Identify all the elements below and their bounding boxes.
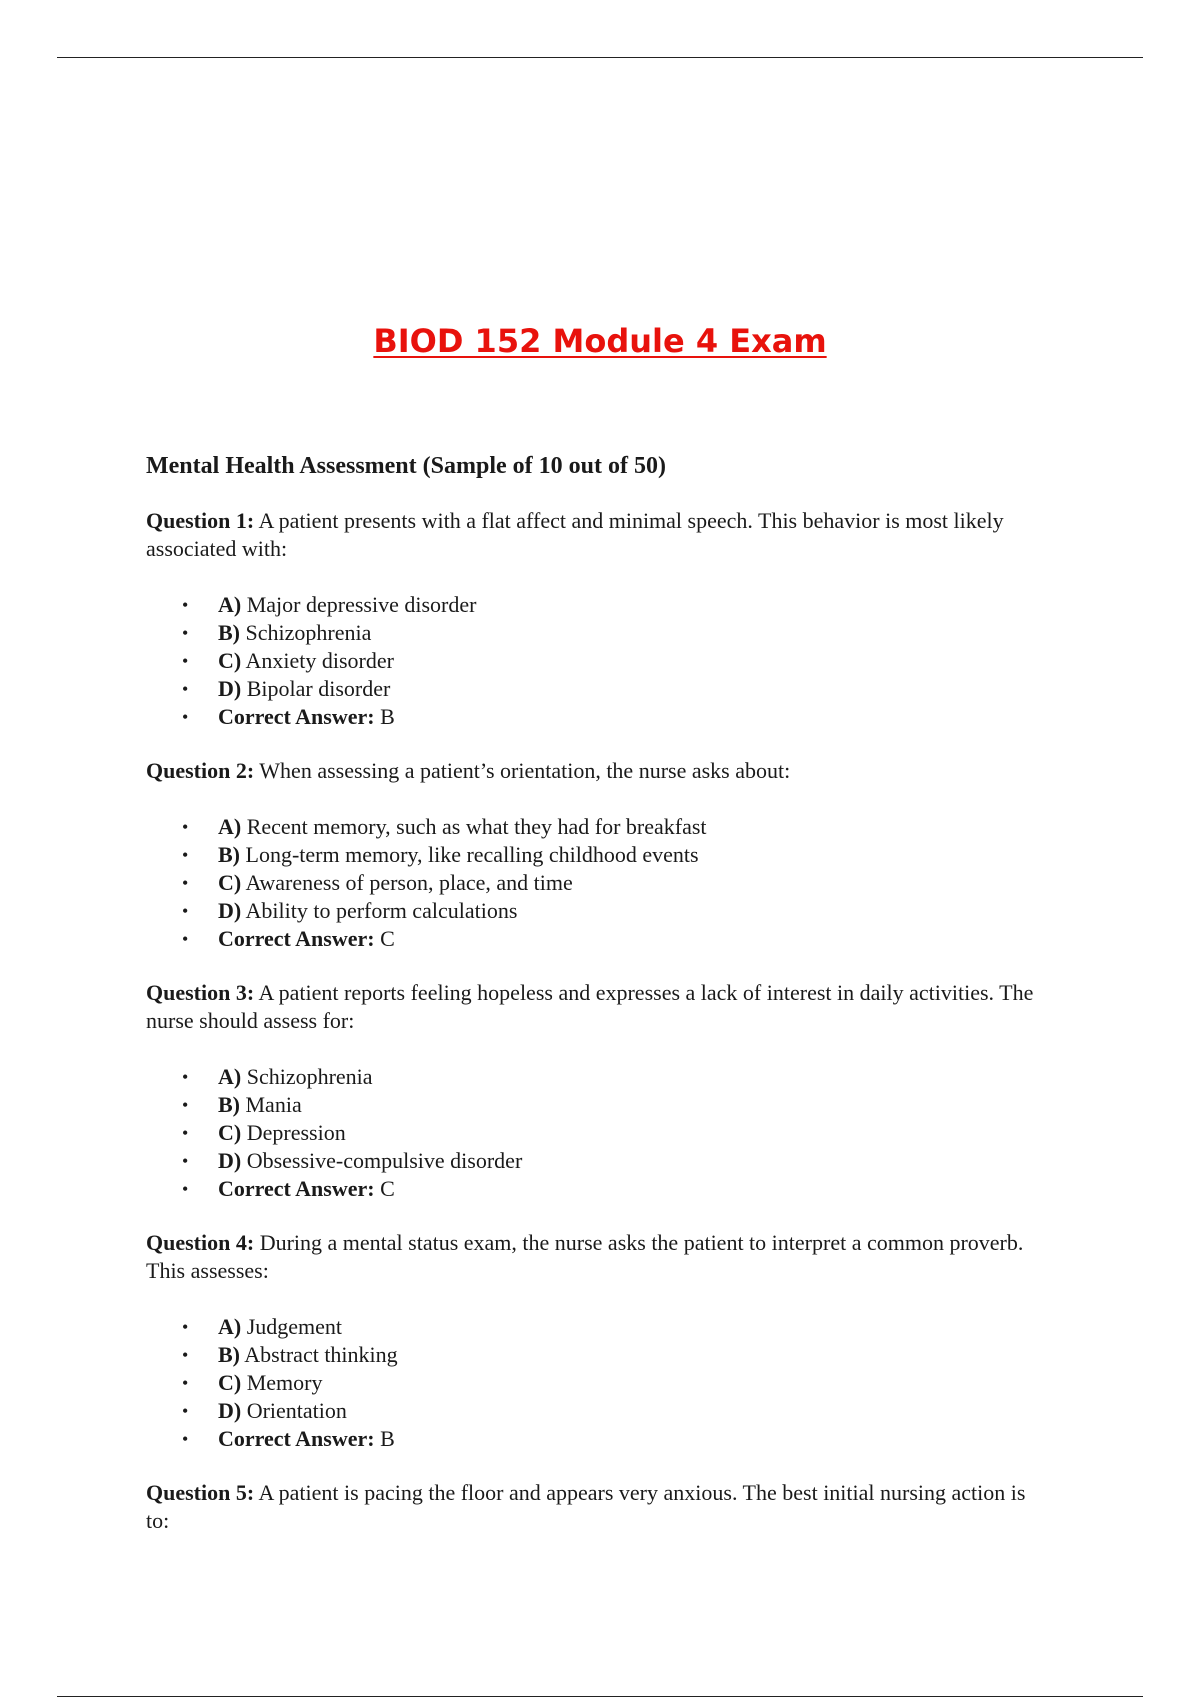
option-c: • C) Anxiety disorder [182,648,394,673]
bullet-icon: • [182,1317,189,1337]
option-b: • B) Abstract thinking [182,1342,398,1367]
correct-answer: • Correct Answer: C [182,926,395,951]
question-label: Question 3: [146,980,255,1005]
correct-answer: • Correct Answer: B [182,704,395,729]
question-2-options [146,813,1046,953]
question-text: When assessing a patient’s orientation, the nurse asks about: [254,758,791,783]
bullet-icon: • [182,1151,189,1171]
option-d: • D) Ability to perform calculations [182,898,518,923]
bullet-icon: • [182,595,189,615]
correct-answer: • Correct Answer: C [182,1176,395,1201]
question-label: Question 1: [146,508,255,533]
question-text: A patient reports feeling hopeless and expresses a lack of interest in daily activities. The nurse should assess for: [146,980,1034,1033]
question-1 [146,507,1046,563]
bottom-rule [57,1696,1143,1697]
question-text: A patient is pacing the floor and appears very anxious. The best initial nursing action is to: [146,1480,1026,1533]
option-b: • B) Long-term memory, like recalling childhood events [182,842,699,867]
option-a: • A) Recent memory, such as what they had for breakfast [182,814,707,839]
bullet-icon: • [182,1123,189,1143]
question-3-options [146,1063,1046,1203]
option-a: • A) Major depressive disorder [182,592,477,617]
bullet-icon: • [182,679,189,699]
bullet-icon: • [182,817,189,837]
bullet-icon: • [182,845,189,865]
question-3 [146,979,1046,1035]
bullet-icon: • [182,623,189,643]
question-1-options [146,591,1046,731]
option-d: • D) Obsessive-compulsive disorder [182,1148,523,1173]
bullet-icon: • [182,901,189,921]
option-c: • C) Awareness of person, place, and time [182,870,573,895]
question-label: Question 4: [146,1230,255,1255]
bullet-icon: • [182,1373,189,1393]
bullet-icon: • [182,873,189,893]
option-c: • C) Depression [182,1120,346,1145]
bullet-icon: • [182,1095,189,1115]
bullet-icon: • [182,929,189,949]
question-label: Question 2: [146,758,255,783]
section-heading: Mental Health Assessment (Sample of 10 out of 50) [146,453,666,479]
bullet-icon: • [182,1345,189,1365]
question-text: During a mental status exam, the nurse asks the patient to interpret a common proverb. This assesses: [146,1230,1024,1283]
option-b: • B) Schizophrenia [182,620,372,645]
bullet-icon: • [182,1067,189,1087]
question-4 [146,1229,1046,1285]
bullet-icon: • [182,651,189,671]
question-2 [146,757,1046,785]
document-title: BIOD 152 Module 4 Exam [373,322,827,360]
bullet-icon: • [182,1179,189,1199]
document-body [146,450,1046,1563]
question-label: Question 5: [146,1480,255,1505]
bullet-icon: • [182,1429,189,1449]
bullet-icon: • [182,707,189,727]
option-d: • D) Orientation [182,1398,347,1423]
option-c: • C) Memory [182,1370,323,1395]
question-text: A patient presents with a flat affect and minimal speech. This behavior is most likely associated with: [146,508,1004,561]
option-a: • A) Schizophrenia [182,1064,373,1089]
option-a: • A) Judgement [182,1314,343,1339]
question-4-options [146,1313,1046,1453]
bullet-icon: • [182,1401,189,1421]
correct-answer: • Correct Answer: B [182,1426,395,1451]
top-rule [57,57,1143,58]
option-b: • B) Mania [182,1092,302,1117]
question-5 [146,1479,1046,1535]
option-d: • D) Bipolar disorder [182,676,391,701]
